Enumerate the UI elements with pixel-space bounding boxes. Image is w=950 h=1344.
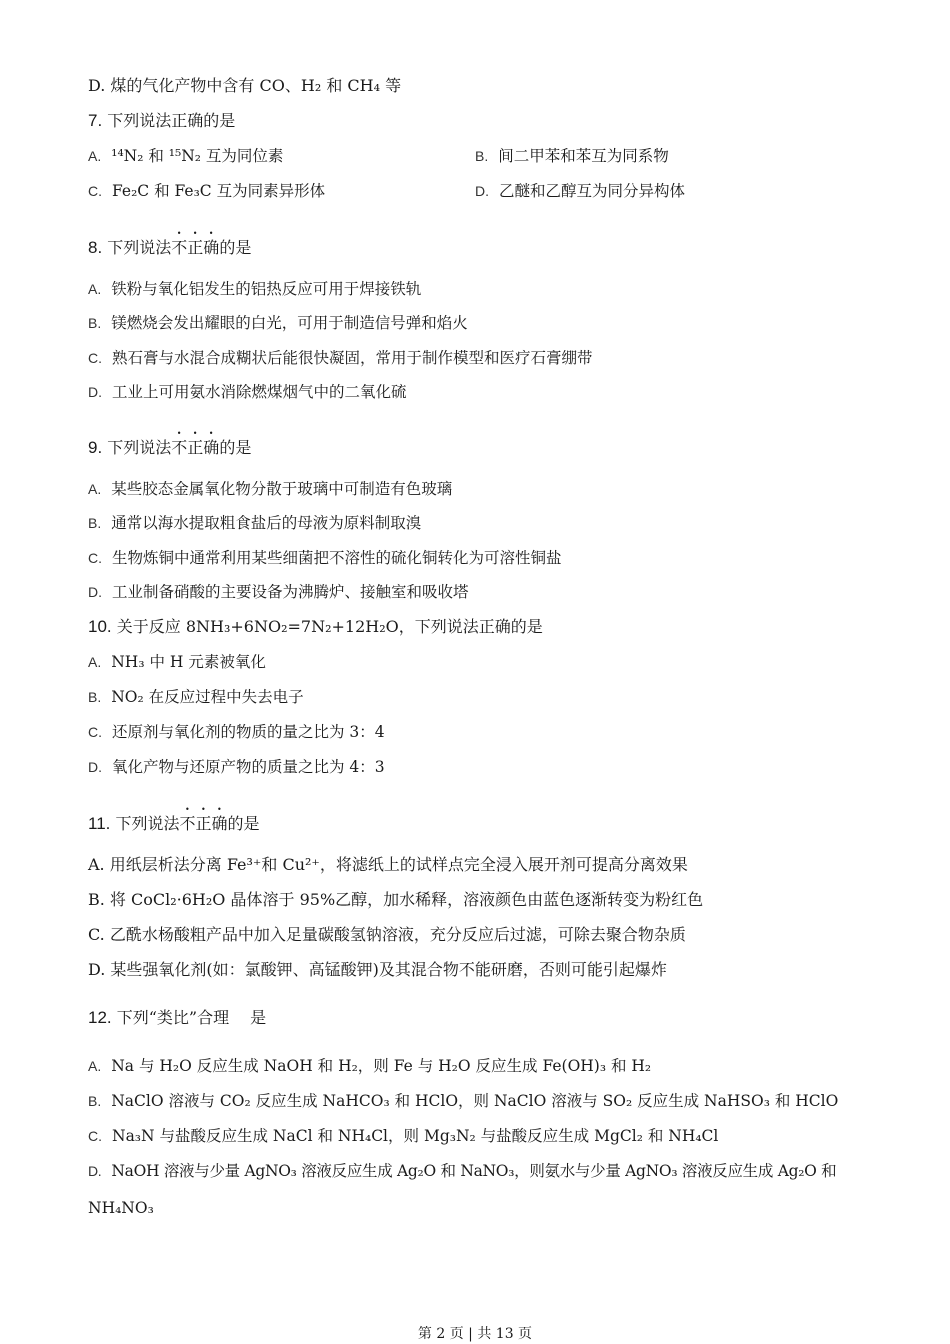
q10-option-c <box>88 722 385 742</box>
q12-option-d <box>88 1161 836 1181</box>
question-number: 10. <box>88 617 112 636</box>
option-text: 乙醚和乙醇互为同分异构体 <box>499 182 686 200</box>
option-label: D. <box>88 384 102 400</box>
q10-option-b <box>88 687 304 707</box>
question-number: 11. <box>88 814 111 833</box>
question-stem: 关于反应 8NH₃+6NO₂=7N₂+12H₂O，下列说法正确的是 <box>116 617 543 636</box>
q7-option-d <box>475 181 685 201</box>
option-text: NaOH 溶液与少量 AgNO₃ 溶液反应生成 Ag₂O 和 NaNO₃，则氨水与少量 AgNO₃ 溶液反应生成 Ag₂O 和 <box>111 1162 837 1180</box>
option-text: NO₂ 在反应过程中失去电子 <box>111 688 304 706</box>
option-text: 通常以海水提取粗食盐后的母液为原料制取溴 <box>111 514 422 532</box>
option-label: A. <box>88 281 102 297</box>
option-text: 镁燃烧会发出耀眼的白光，可用于制造信号弹和焰火 <box>111 314 468 332</box>
option-label: C. <box>88 183 102 199</box>
option-text: 还原剂与氧化剂的物质的量之比为 3：4 <box>112 723 385 741</box>
q12-option-c <box>88 1126 718 1146</box>
q8-option-a <box>88 279 421 299</box>
question-number: 7. <box>88 111 103 130</box>
option-text: 氧化产物与还原产物的质量之比为 4：3 <box>112 758 385 776</box>
q8-option-c <box>88 348 593 368</box>
q11-option-a: A. 用纸层析法分离 Fe³⁺和 Cu²⁺，将滤纸上的试样点完全浸入展开剂可提高分离效果 <box>88 855 688 874</box>
option-label: B. <box>88 689 102 705</box>
option-text: Na 与 H₂O 反应生成 NaOH 和 H₂，则 Fe 与 H₂O 反应生成 Fe(OH)₃ 和 H₂ <box>111 1057 652 1075</box>
stem-emphasis: 不正确 <box>171 238 220 257</box>
q7-option-c <box>88 181 325 201</box>
stem-post: 的是 <box>227 814 260 833</box>
option-text: 某些胶态金属氧化物分散于玻璃中可制造有色玻璃 <box>111 480 453 498</box>
option-text: 工业上可用氨水消除燃煤烟气中的二氧化硫 <box>112 383 407 401</box>
q12-option-b <box>88 1091 838 1111</box>
q7-option-a <box>88 146 283 166</box>
question-11 <box>88 805 260 834</box>
option-text: 工业制备硝酸的主要设备为沸腾炉、接触室和吸收塔 <box>112 583 469 601</box>
option-text: NaClO 溶液与 CO₂ 反应生成 NaHCO₃ 和 HClO，则 NaClO 溶液与 SO₂ 反应生成 NaHSO₃ 和 HClO <box>111 1092 839 1110</box>
question-10 <box>88 617 543 637</box>
q10-option-a <box>88 652 266 672</box>
q11-option-b: B. 将 CoCl₂·6H₂O 晶体溶于 95%乙醇，加水稀释，溶液颜色由蓝色逐渐转变为粉红色 <box>88 890 704 909</box>
q9-option-a <box>88 479 452 499</box>
option-text: 生物炼铜中通常利用某些细菌把不溶性的硫化铜转化为可溶性铜盐 <box>112 549 562 567</box>
q9-option-c <box>88 548 562 568</box>
stem-post: 的是 <box>219 238 252 257</box>
question-7 <box>88 111 235 131</box>
option-label: A. <box>88 481 102 497</box>
option-label: B. <box>475 148 489 164</box>
option-text: 铁粉与氧化铝发生的铝热反应可用于焊接铁轨 <box>111 280 422 298</box>
question-number: 9. <box>88 438 103 457</box>
q9-option-b <box>88 513 421 533</box>
q11-option-d: D. 某些强氧化剂(如：氯酸钾、高锰酸钾)及其混合物不能研磨，否则可能引起爆炸 <box>88 960 667 979</box>
question-number: 12. <box>88 1008 112 1027</box>
question-stem: 下列“类比”合理 是 <box>116 1008 267 1027</box>
q6-option-d: D. 煤的气化产物中含有 CO、H₂ 和 CH₄ 等 <box>88 76 402 95</box>
stem-post: 的是 <box>219 438 252 457</box>
option-label: A. <box>88 1058 102 1074</box>
q11-option-c: C. 乙酰水杨酸粗产品中加入足量碳酸氢钠溶液，充分反应后过滤，可除去聚合物杂质 <box>88 925 686 944</box>
question-stem: 下列说法正确的是 <box>107 111 236 130</box>
q8-option-b <box>88 313 468 333</box>
option-label: B. <box>88 1093 102 1109</box>
option-label: B. <box>88 515 102 531</box>
q9-option-d <box>88 582 469 602</box>
option-label: C. <box>88 550 102 566</box>
option-text: Fe₂C 和 Fe₃C 互为同素异形体 <box>112 182 326 200</box>
option-text: NH₃ 中 H 元素被氧化 <box>111 653 266 671</box>
stem-pre: 下列说法 <box>107 238 172 257</box>
option-text: 熟石膏与水混合成糊状后能很快凝固，常用于制作模型和医疗石膏绷带 <box>112 349 593 367</box>
q10-option-d <box>88 757 385 777</box>
question-12 <box>88 1008 266 1028</box>
q7-option-b <box>475 146 669 166</box>
stem-emphasis: 不正确 <box>171 438 220 457</box>
stem-emphasis: 不正确 <box>179 814 228 833</box>
question-9 <box>88 429 251 458</box>
option-text: Na₃N 与盐酸反应生成 NaCl 和 NH₄Cl，则 Mg₃N₂ 与盐酸反应生成 MgCl₂ 和 NH₄Cl <box>112 1127 719 1145</box>
q12-option-d-continued: NH₄NO₃ <box>88 1199 154 1217</box>
stem-pre: 下列说法 <box>115 814 180 833</box>
option-label: D. <box>88 584 102 600</box>
question-number: 8. <box>88 238 103 257</box>
option-label: A. <box>88 148 102 164</box>
q12-option-a <box>88 1056 651 1076</box>
option-label: D. <box>475 183 489 199</box>
option-text: ¹⁴N₂ 和 ¹⁵N₂ 互为同位素 <box>111 147 284 165</box>
option-label: C. <box>88 724 102 740</box>
option-text: 间二甲苯和苯互为同系物 <box>498 147 669 165</box>
page-footer: 第 2 页 | 共 13 页 <box>417 1326 533 1342</box>
stem-pre: 下列说法 <box>107 438 172 457</box>
option-label: A. <box>88 654 102 670</box>
option-label: C. <box>88 350 102 366</box>
option-label: D. <box>88 1163 102 1179</box>
option-label: C. <box>88 1128 102 1144</box>
option-label: D. <box>88 759 102 775</box>
option-label: B. <box>88 315 102 331</box>
question-8 <box>88 229 251 258</box>
q8-option-d <box>88 382 407 402</box>
